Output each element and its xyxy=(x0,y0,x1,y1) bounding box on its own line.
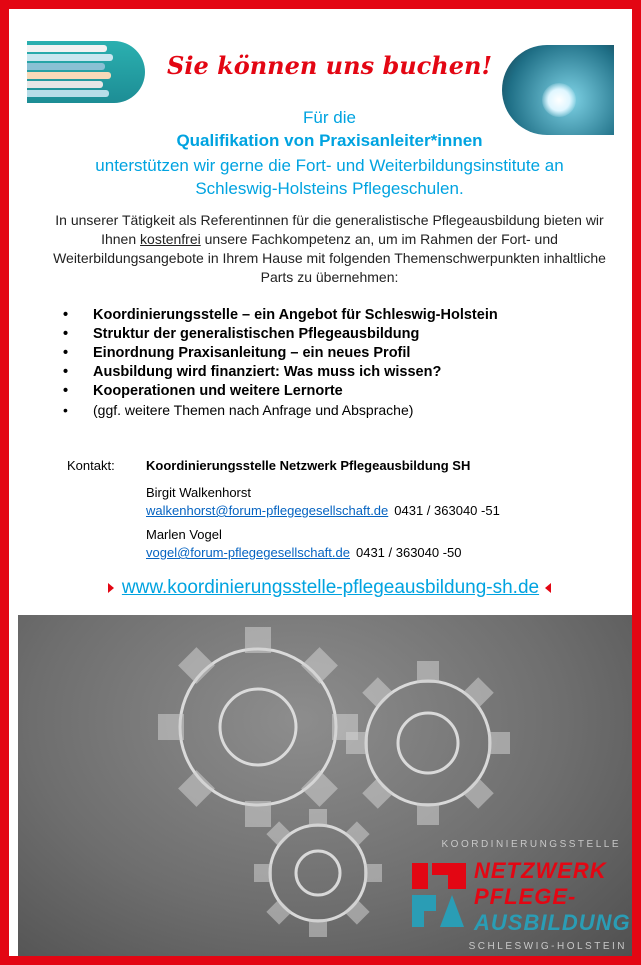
list-item xyxy=(63,306,603,325)
bullet-icon: • xyxy=(63,364,69,380)
logo-bottom-text: SCHLESWIG-HOLSTEIN xyxy=(468,941,627,952)
intro-underlined: kostenfrei xyxy=(140,231,201,247)
arrow-left-icon xyxy=(545,583,551,593)
topic-text: Struktur der generalistischen Pflegeausbildung xyxy=(93,326,420,342)
gear-icon xyxy=(346,661,510,825)
list-item xyxy=(63,363,603,382)
qualification-title: Qualifikation von Praxisanleiter*innen xyxy=(176,131,483,150)
logo-line-2: PFLEGE- xyxy=(474,884,577,909)
topic-text: Kooperationen und weitere Lernorte xyxy=(93,383,343,399)
logo-line-1: NETZWERK xyxy=(474,858,607,883)
contact-label: Kontakt: xyxy=(67,458,115,473)
intro-paragraph xyxy=(45,211,614,287)
phone-number: 0431 / 363040 -50 xyxy=(355,545,462,560)
intro-line-1: Für die xyxy=(303,108,356,127)
gear-icon xyxy=(254,809,382,937)
contact-line xyxy=(146,545,462,560)
list-item xyxy=(63,382,603,401)
gear-icon xyxy=(158,627,358,827)
list-item xyxy=(63,344,603,363)
list-item xyxy=(63,325,603,344)
intro-text-1: In unserer Tätigkeit als Referentinnen für die generalistische Pflegeausbildung bieten wir Ihnen xyxy=(55,212,604,247)
website-row xyxy=(9,577,641,599)
contact-name: Birgit Walkenhorst xyxy=(146,485,251,500)
topic-text: Ausbildung wird finanziert: Was muss ich wissen? xyxy=(93,364,442,380)
contact-name: Marlen Vogel xyxy=(146,527,222,542)
logo-monogram-icon xyxy=(408,859,470,931)
bullet-icon: • xyxy=(63,307,69,323)
chalkboard-image xyxy=(18,615,641,965)
intro-line-4: Schleswig-Holsteins Pflegeschulen. xyxy=(195,179,464,198)
logo-line-3: AUSBILDUNG xyxy=(474,910,631,935)
list-item xyxy=(63,401,603,420)
bullet-icon: • xyxy=(63,383,69,399)
bullet-icon: • xyxy=(63,345,69,361)
email-link[interactable]: vogel@forum-pflegegesellschaft.de xyxy=(146,545,350,560)
arrow-right-icon xyxy=(108,583,114,593)
intro-text-2: unsere Fachkompetenz an, um im Rahmen der Fort- und Weiterbildungsangebote in Ihrem Hause mit folgenden Themenschwerpunkten inhaltliche Parts zu übernehmen: xyxy=(53,231,606,285)
bullet-icon: • xyxy=(63,402,68,418)
contact-line xyxy=(146,503,500,518)
phone-number: 0431 / 363040 -51 xyxy=(394,503,500,518)
topic-list xyxy=(63,306,603,420)
topic-text: (ggf. weitere Themen nach Anfrage und Absprache) xyxy=(93,402,414,418)
website-link[interactable]: www.koordinierungsstelle-pflegeausbildung-sh.de xyxy=(121,577,540,598)
contact-organization: Koordinierungsstelle Netzwerk Pflegeausbildung SH xyxy=(146,458,471,473)
topic-text: Einordnung Praxisanleitung – ein neues Profil xyxy=(93,345,411,361)
headline: Sie können uns buchen! xyxy=(167,51,492,80)
bullet-icon: • xyxy=(63,326,69,342)
intro-line-3: unterstützen wir gerne die Fort- und Weiterbildungsinstitute an xyxy=(95,156,564,175)
topic-text: Koordinierungsstelle – ein Angebot für Schleswig-Holstein xyxy=(93,307,498,323)
email-link[interactable]: walkenhorst@forum-pflegegesellschaft.de xyxy=(146,503,389,518)
logo-top-text: KOORDINIERUNGSSTELLE xyxy=(441,839,621,850)
